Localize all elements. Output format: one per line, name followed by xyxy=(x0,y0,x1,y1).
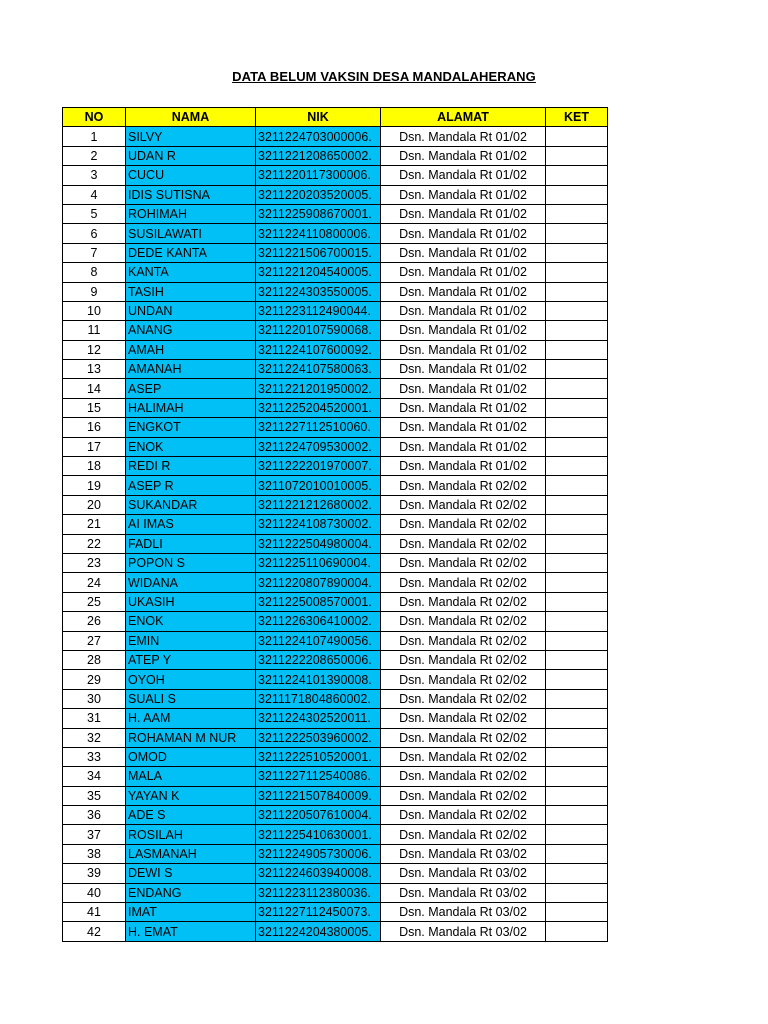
cell-alamat: Dsn. Mandala Rt 02/02 xyxy=(381,515,546,534)
cell-nama: IMAT xyxy=(126,903,256,922)
cell-alamat: Dsn. Mandala Rt 01/02 xyxy=(381,282,546,301)
cell-nik: 3211225908670001. xyxy=(256,204,381,223)
cell-alamat: Dsn. Mandala Rt 03/02 xyxy=(381,844,546,863)
column-header-nama: NAMA xyxy=(126,108,256,127)
cell-alamat: Dsn. Mandala Rt 01/02 xyxy=(381,340,546,359)
cell-nik: 3211222208650006. xyxy=(256,650,381,669)
cell-nik: 3211221212680002. xyxy=(256,495,381,514)
cell-alamat: Dsn. Mandala Rt 02/02 xyxy=(381,631,546,650)
cell-nama: SUKANDAR xyxy=(126,495,256,514)
table-header-row xyxy=(63,108,608,127)
table-row xyxy=(63,747,608,766)
table-row xyxy=(63,922,608,941)
cell-alamat: Dsn. Mandala Rt 01/02 xyxy=(381,224,546,243)
cell-alamat: Dsn. Mandala Rt 02/02 xyxy=(381,553,546,572)
cell-no: 36 xyxy=(63,806,126,825)
cell-nik: 3211226306410002. xyxy=(256,612,381,631)
table-row xyxy=(63,204,608,223)
column-header-alamat: ALAMAT xyxy=(381,108,546,127)
cell-nama: ENDANG xyxy=(126,883,256,902)
cell-nama: OMOD xyxy=(126,747,256,766)
cell-no: 16 xyxy=(63,418,126,437)
cell-ket xyxy=(546,864,608,883)
cell-nik: 3211224204380005. xyxy=(256,922,381,941)
cell-ket xyxy=(546,379,608,398)
cell-alamat: Dsn. Mandala Rt 01/02 xyxy=(381,263,546,282)
cell-nik: 3211224709530002. xyxy=(256,437,381,456)
cell-alamat: Dsn. Mandala Rt 02/02 xyxy=(381,495,546,514)
cell-nik: 3211222503960002. xyxy=(256,728,381,747)
cell-nik: 3211221208650002. xyxy=(256,146,381,165)
cell-nik: 3211220107590068. xyxy=(256,321,381,340)
cell-nik: 3211223112490044. xyxy=(256,301,381,320)
cell-no: 10 xyxy=(63,301,126,320)
cell-ket xyxy=(546,747,608,766)
cell-alamat: Dsn. Mandala Rt 03/02 xyxy=(381,922,546,941)
cell-nik: 3211225008570001. xyxy=(256,592,381,611)
cell-no: 23 xyxy=(63,553,126,572)
cell-no: 18 xyxy=(63,457,126,476)
cell-nama: H. AAM xyxy=(126,709,256,728)
cell-ket xyxy=(546,437,608,456)
cell-alamat: Dsn. Mandala Rt 01/02 xyxy=(381,398,546,417)
cell-ket xyxy=(546,263,608,282)
cell-alamat: Dsn. Mandala Rt 01/02 xyxy=(381,185,546,204)
cell-alamat: Dsn. Mandala Rt 02/02 xyxy=(381,534,546,553)
table-row xyxy=(63,534,608,553)
cell-nama: YAYAN K xyxy=(126,786,256,805)
cell-ket xyxy=(546,360,608,379)
cell-no: 34 xyxy=(63,767,126,786)
cell-ket xyxy=(546,786,608,805)
cell-no: 31 xyxy=(63,709,126,728)
cell-ket xyxy=(546,709,608,728)
table-row xyxy=(63,263,608,282)
cell-ket xyxy=(546,321,608,340)
cell-ket xyxy=(546,728,608,747)
cell-alamat: Dsn. Mandala Rt 01/02 xyxy=(381,360,546,379)
cell-nik: 3211220807890004. xyxy=(256,573,381,592)
cell-ket xyxy=(546,224,608,243)
cell-ket xyxy=(546,573,608,592)
cell-ket xyxy=(546,127,608,146)
cell-ket xyxy=(546,166,608,185)
cell-alamat: Dsn. Mandala Rt 01/02 xyxy=(381,379,546,398)
cell-nik: 3211072010010005. xyxy=(256,476,381,495)
table-row xyxy=(63,301,608,320)
cell-no: 3 xyxy=(63,166,126,185)
table-row xyxy=(63,185,608,204)
cell-nama: ENOK xyxy=(126,437,256,456)
cell-no: 15 xyxy=(63,398,126,417)
column-header-ket: KET xyxy=(546,108,608,127)
table-row xyxy=(63,146,608,165)
cell-nama: UKASIH xyxy=(126,592,256,611)
table-row xyxy=(63,224,608,243)
cell-nik: 3211224703000006. xyxy=(256,127,381,146)
cell-nama: REDI R xyxy=(126,457,256,476)
cell-ket xyxy=(546,243,608,262)
table-row xyxy=(63,728,608,747)
cell-ket xyxy=(546,612,608,631)
table-row xyxy=(63,243,608,262)
cell-no: 29 xyxy=(63,670,126,689)
cell-nama: ASEP R xyxy=(126,476,256,495)
cell-nik: 3211222201970007. xyxy=(256,457,381,476)
cell-no: 28 xyxy=(63,650,126,669)
cell-nik: 3211171804860002. xyxy=(256,689,381,708)
cell-ket xyxy=(546,185,608,204)
cell-nik: 3211224905730006. xyxy=(256,844,381,863)
cell-ket xyxy=(546,476,608,495)
cell-ket xyxy=(546,204,608,223)
cell-ket xyxy=(546,282,608,301)
cell-nik: 3211220203520005. xyxy=(256,185,381,204)
cell-alamat: Dsn. Mandala Rt 02/02 xyxy=(381,689,546,708)
cell-nama: HALIMAH xyxy=(126,398,256,417)
cell-no: 4 xyxy=(63,185,126,204)
cell-no: 30 xyxy=(63,689,126,708)
cell-nik: 3211227112450073. xyxy=(256,903,381,922)
cell-alamat: Dsn. Mandala Rt 02/02 xyxy=(381,592,546,611)
table-row xyxy=(63,398,608,417)
cell-no: 7 xyxy=(63,243,126,262)
cell-nama: POPON S xyxy=(126,553,256,572)
cell-no: 8 xyxy=(63,263,126,282)
table-row xyxy=(63,476,608,495)
cell-alamat: Dsn. Mandala Rt 01/02 xyxy=(381,321,546,340)
table-row xyxy=(63,631,608,650)
cell-nama: ENGKOT xyxy=(126,418,256,437)
cell-alamat: Dsn. Mandala Rt 01/02 xyxy=(381,146,546,165)
cell-nama: SUSILAWATI xyxy=(126,224,256,243)
cell-ket xyxy=(546,553,608,572)
cell-alamat: Dsn. Mandala Rt 02/02 xyxy=(381,573,546,592)
cell-no: 38 xyxy=(63,844,126,863)
table-row xyxy=(63,670,608,689)
cell-no: 9 xyxy=(63,282,126,301)
table-row xyxy=(63,515,608,534)
table-row xyxy=(63,612,608,631)
cell-nik: 3211225204520001. xyxy=(256,398,381,417)
table-row xyxy=(63,786,608,805)
document-title: DATA BELUM VAKSIN DESA MANDALAHERANG xyxy=(232,69,536,84)
cell-nama: AMANAH xyxy=(126,360,256,379)
table-row xyxy=(63,903,608,922)
cell-nama: FADLI xyxy=(126,534,256,553)
data-table xyxy=(62,107,608,942)
cell-ket xyxy=(546,515,608,534)
cell-no: 40 xyxy=(63,883,126,902)
cell-nama: KANTA xyxy=(126,263,256,282)
cell-alamat: Dsn. Mandala Rt 01/02 xyxy=(381,437,546,456)
cell-nama: ATEP Y xyxy=(126,650,256,669)
cell-alamat: Dsn. Mandala Rt 01/02 xyxy=(381,166,546,185)
cell-alamat: Dsn. Mandala Rt 03/02 xyxy=(381,864,546,883)
table-row xyxy=(63,806,608,825)
column-header-no: NO xyxy=(63,108,126,127)
cell-nik: 3211222504980004. xyxy=(256,534,381,553)
cell-nama: DEDE KANTA xyxy=(126,243,256,262)
cell-nama: ROSILAH xyxy=(126,825,256,844)
cell-alamat: Dsn. Mandala Rt 02/02 xyxy=(381,476,546,495)
cell-no: 20 xyxy=(63,495,126,514)
cell-no: 33 xyxy=(63,747,126,766)
cell-alamat: Dsn. Mandala Rt 03/02 xyxy=(381,883,546,902)
cell-no: 35 xyxy=(63,786,126,805)
cell-nama: ANANG xyxy=(126,321,256,340)
cell-alamat: Dsn. Mandala Rt 02/02 xyxy=(381,825,546,844)
table-row xyxy=(63,495,608,514)
cell-alamat: Dsn. Mandala Rt 02/02 xyxy=(381,709,546,728)
cell-alamat: Dsn. Mandala Rt 01/02 xyxy=(381,127,546,146)
cell-no: 41 xyxy=(63,903,126,922)
table-row xyxy=(63,437,608,456)
cell-ket xyxy=(546,903,608,922)
table-row xyxy=(63,166,608,185)
cell-nama: UDAN R xyxy=(126,146,256,165)
cell-nik: 3211224603940008. xyxy=(256,864,381,883)
cell-nik: 3211227112540086. xyxy=(256,767,381,786)
table-row xyxy=(63,650,608,669)
cell-nik: 3211224108730002. xyxy=(256,515,381,534)
table-row xyxy=(63,360,608,379)
cell-no: 19 xyxy=(63,476,126,495)
cell-ket xyxy=(546,650,608,669)
cell-alamat: Dsn. Mandala Rt 02/02 xyxy=(381,612,546,631)
cell-nama: DEWI S xyxy=(126,864,256,883)
table-row xyxy=(63,844,608,863)
cell-nik: 3211224303550005. xyxy=(256,282,381,301)
cell-nama: CUCU xyxy=(126,166,256,185)
cell-alamat: Dsn. Mandala Rt 01/02 xyxy=(381,418,546,437)
cell-nama: OYOH xyxy=(126,670,256,689)
cell-no: 11 xyxy=(63,321,126,340)
cell-no: 13 xyxy=(63,360,126,379)
cell-nama: ASEP xyxy=(126,379,256,398)
table-row xyxy=(63,282,608,301)
cell-nik: 3211224302520011. xyxy=(256,709,381,728)
cell-no: 12 xyxy=(63,340,126,359)
cell-nama: H. EMAT xyxy=(126,922,256,941)
table-row xyxy=(63,709,608,728)
cell-ket xyxy=(546,146,608,165)
cell-ket xyxy=(546,592,608,611)
cell-ket xyxy=(546,631,608,650)
cell-ket xyxy=(546,457,608,476)
cell-nik: 3211221204540005. xyxy=(256,263,381,282)
cell-no: 21 xyxy=(63,515,126,534)
cell-ket xyxy=(546,767,608,786)
cell-nama: IDIS SUTISNA xyxy=(126,185,256,204)
cell-nik: 3211223112380036. xyxy=(256,883,381,902)
cell-ket xyxy=(546,340,608,359)
cell-no: 25 xyxy=(63,592,126,611)
cell-alamat: Dsn. Mandala Rt 01/02 xyxy=(381,301,546,320)
cell-alamat: Dsn. Mandala Rt 01/02 xyxy=(381,457,546,476)
cell-nik: 3211220507610004. xyxy=(256,806,381,825)
cell-no: 6 xyxy=(63,224,126,243)
table-row xyxy=(63,825,608,844)
table-row xyxy=(63,553,608,572)
cell-alamat: Dsn. Mandala Rt 03/02 xyxy=(381,903,546,922)
cell-ket xyxy=(546,844,608,863)
cell-ket xyxy=(546,418,608,437)
cell-no: 26 xyxy=(63,612,126,631)
table-row xyxy=(63,573,608,592)
cell-nama: AMAH xyxy=(126,340,256,359)
cell-alamat: Dsn. Mandala Rt 02/02 xyxy=(381,728,546,747)
table-row xyxy=(63,689,608,708)
cell-no: 39 xyxy=(63,864,126,883)
cell-alamat: Dsn. Mandala Rt 02/02 xyxy=(381,650,546,669)
cell-alamat: Dsn. Mandala Rt 02/02 xyxy=(381,767,546,786)
cell-alamat: Dsn. Mandala Rt 02/02 xyxy=(381,786,546,805)
cell-nik: 3211224110800006. xyxy=(256,224,381,243)
cell-alamat: Dsn. Mandala Rt 01/02 xyxy=(381,204,546,223)
cell-no: 32 xyxy=(63,728,126,747)
table-row xyxy=(63,883,608,902)
cell-alamat: Dsn. Mandala Rt 02/02 xyxy=(381,806,546,825)
cell-no: 5 xyxy=(63,204,126,223)
cell-no: 37 xyxy=(63,825,126,844)
cell-nik: 3211220117300006. xyxy=(256,166,381,185)
cell-alamat: Dsn. Mandala Rt 02/02 xyxy=(381,747,546,766)
table-row xyxy=(63,418,608,437)
cell-nik: 3211221506700015. xyxy=(256,243,381,262)
cell-nik: 3211227112510060. xyxy=(256,418,381,437)
cell-nama: ROHIMAH xyxy=(126,204,256,223)
cell-nik: 3211221201950002. xyxy=(256,379,381,398)
cell-ket xyxy=(546,670,608,689)
cell-ket xyxy=(546,922,608,941)
cell-ket xyxy=(546,534,608,553)
cell-nama: ADE S xyxy=(126,806,256,825)
table-row xyxy=(63,379,608,398)
cell-ket xyxy=(546,495,608,514)
cell-nik: 3211225410630001. xyxy=(256,825,381,844)
cell-ket xyxy=(546,806,608,825)
table-row xyxy=(63,592,608,611)
table-row xyxy=(63,127,608,146)
cell-no: 1 xyxy=(63,127,126,146)
table-row xyxy=(63,457,608,476)
cell-nama: ENOK xyxy=(126,612,256,631)
cell-no: 27 xyxy=(63,631,126,650)
cell-nama: SUALI S xyxy=(126,689,256,708)
cell-nama: EMIN xyxy=(126,631,256,650)
cell-nama: UNDAN xyxy=(126,301,256,320)
cell-nik: 3211222510520001. xyxy=(256,747,381,766)
cell-no: 24 xyxy=(63,573,126,592)
table-row xyxy=(63,864,608,883)
cell-nik: 3211225110690004. xyxy=(256,553,381,572)
cell-nama: TASIH xyxy=(126,282,256,301)
cell-ket xyxy=(546,398,608,417)
cell-no: 17 xyxy=(63,437,126,456)
column-header-nik: NIK xyxy=(256,108,381,127)
cell-nik: 3211224107600092. xyxy=(256,340,381,359)
table-row xyxy=(63,340,608,359)
cell-nik: 3211224107490056. xyxy=(256,631,381,650)
cell-nik: 3211224107580063. xyxy=(256,360,381,379)
cell-ket xyxy=(546,883,608,902)
cell-nama: WIDANA xyxy=(126,573,256,592)
cell-ket xyxy=(546,301,608,320)
cell-nama: SILVY xyxy=(126,127,256,146)
cell-nama: LASMANAH xyxy=(126,844,256,863)
cell-nik: 3211224101390008. xyxy=(256,670,381,689)
cell-no: 22 xyxy=(63,534,126,553)
table-row xyxy=(63,321,608,340)
cell-alamat: Dsn. Mandala Rt 01/02 xyxy=(381,243,546,262)
cell-nama: AI IMAS xyxy=(126,515,256,534)
cell-ket xyxy=(546,689,608,708)
cell-nik: 3211221507840009. xyxy=(256,786,381,805)
cell-ket xyxy=(546,825,608,844)
cell-alamat: Dsn. Mandala Rt 02/02 xyxy=(381,670,546,689)
cell-no: 14 xyxy=(63,379,126,398)
cell-no: 2 xyxy=(63,146,126,165)
table-row xyxy=(63,767,608,786)
cell-nama: MALA xyxy=(126,767,256,786)
table-body xyxy=(63,127,608,941)
cell-nama: ROHAMAN M NUR xyxy=(126,728,256,747)
cell-no: 42 xyxy=(63,922,126,941)
